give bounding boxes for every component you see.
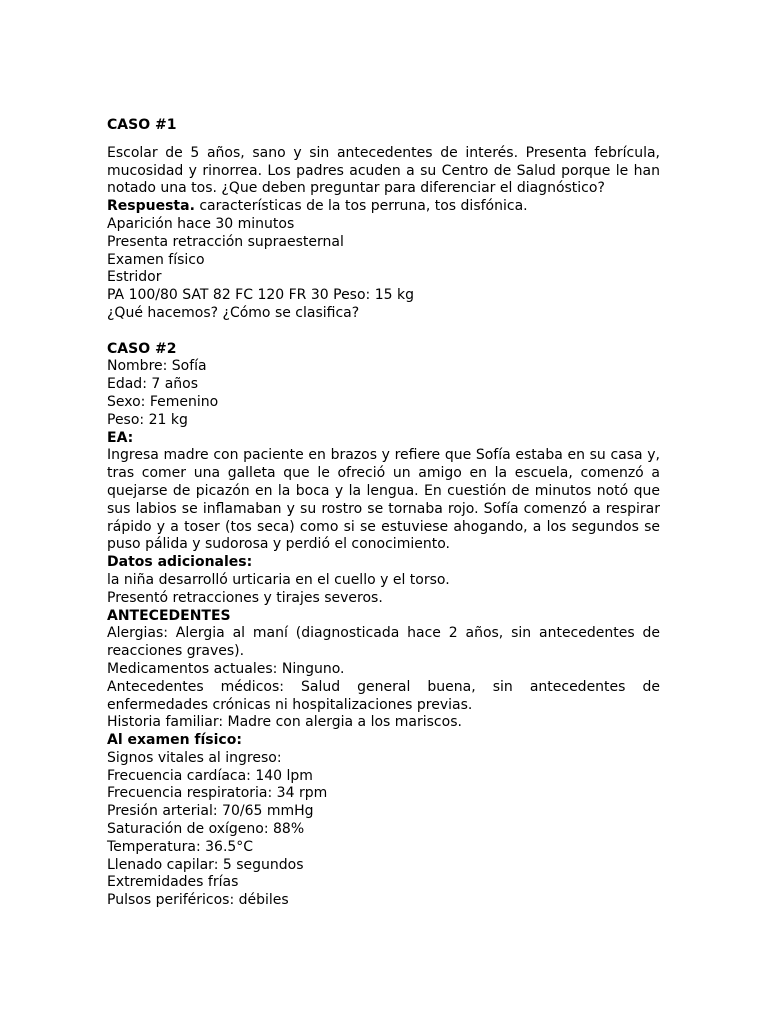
- document-page: [107, 117, 660, 910]
- spacer: [107, 323, 660, 341]
- case2-family-history: Historia familiar: Madre con alergia a los mariscos.: [107, 714, 462, 731]
- case1-answer-label: Respuesta.: [107, 198, 195, 215]
- case1-title: CASO #1: [107, 117, 177, 133]
- case1-intro: Escolar de 5 años, sano y sin antecedentes de interés. Presenta febrícula, mucosidad y rinorrea. Los padres acuden a su Centro de Salud porque le han notado una tos. ¿Que deben preguntar para diferenciar el diagnóstico?: [107, 144, 660, 197]
- case2-demographic: Nombre: Sofía: [107, 358, 207, 375]
- case2-medical-history: Antecedentes médicos: Salud general buena, sin antecedentes de enfermedades crónicas ni hospitalizaciones previas.: [107, 678, 660, 713]
- case2-exam-line: Presión arterial: 70/65 mmHg: [107, 803, 314, 820]
- case2-additional-line: la niña desarrolló urticaria en el cuello y el torso.: [107, 571, 450, 588]
- case2-ea-label: EA:: [107, 429, 134, 446]
- case1-line: Presenta retracción supraesternal: [107, 233, 344, 250]
- case2-history-label: ANTECEDENTES: [107, 607, 231, 624]
- case2-title: CASO #2: [107, 340, 177, 357]
- case1-line: Examen físico: [107, 251, 205, 268]
- case2-exam-line: Frecuencia cardíaca: 140 lpm: [107, 767, 313, 784]
- case2-demographic: Edad: 7 años: [107, 376, 199, 393]
- case2-exam-label: Al examen físico:: [107, 732, 242, 749]
- case2-exam-line: Saturación de oxígeno: 88%: [107, 821, 305, 838]
- case2-exam-line: Signos vitales al ingreso:: [107, 749, 282, 766]
- case2-ea-text: Ingresa madre con paciente en brazos y refiere que Sofía estaba en su casa y, tras comer una galleta que le ofreció un amigo en la escuela, comenzó a quejarse de picazón en la boca y la lengua. En cuestión de minutos notó que sus labios se inflamaban y su rostro se tornaba rojo. Sofía comenzó a respirar rápido y a toser (tos seca) como si se estuviese ahogando, a los segundos se puso pálida y sudorosa y perdió el conocimiento.: [107, 447, 660, 553]
- case1-line: Aparición hace 30 minutos: [107, 215, 295, 232]
- case2-exam-line: Llenado capilar: 5 segundos: [107, 856, 304, 873]
- case1-line: Estridor: [107, 269, 162, 286]
- case2-demographic: Sexo: Femenino: [107, 393, 219, 410]
- case2-medications: Medicamentos actuales: Ninguno.: [107, 660, 345, 677]
- case1-line: PA 100/80 SAT 82 FC 120 FR 30 Peso: 15 kg: [107, 287, 414, 304]
- case1-answer-text: características de la tos perruna, tos disfónica.: [194, 198, 528, 215]
- case2-exam-line: Temperatura: 36.5°C: [107, 838, 254, 855]
- case2-additional-label: Datos adicionales:: [107, 554, 253, 571]
- case2-additional-line: Presentó retracciones y tirajes severos.: [107, 589, 383, 606]
- case2-allergies: Alergias: Alergia al maní (diagnosticada hace 2 años, sin antecedentes de reacciones graves).: [107, 625, 660, 660]
- case2-exam-line: Frecuencia respiratoria: 34 rpm: [107, 785, 328, 802]
- case2-demographic: Peso: 21 kg: [107, 411, 188, 428]
- case2-exam-line: Pulsos periféricos: débiles: [107, 892, 289, 909]
- case2-exam-line: Extremidades frías: [107, 874, 239, 891]
- case1-line: ¿Qué hacemos? ¿Cómo se clasifica?: [107, 304, 360, 321]
- case1-answer: [107, 198, 660, 216]
